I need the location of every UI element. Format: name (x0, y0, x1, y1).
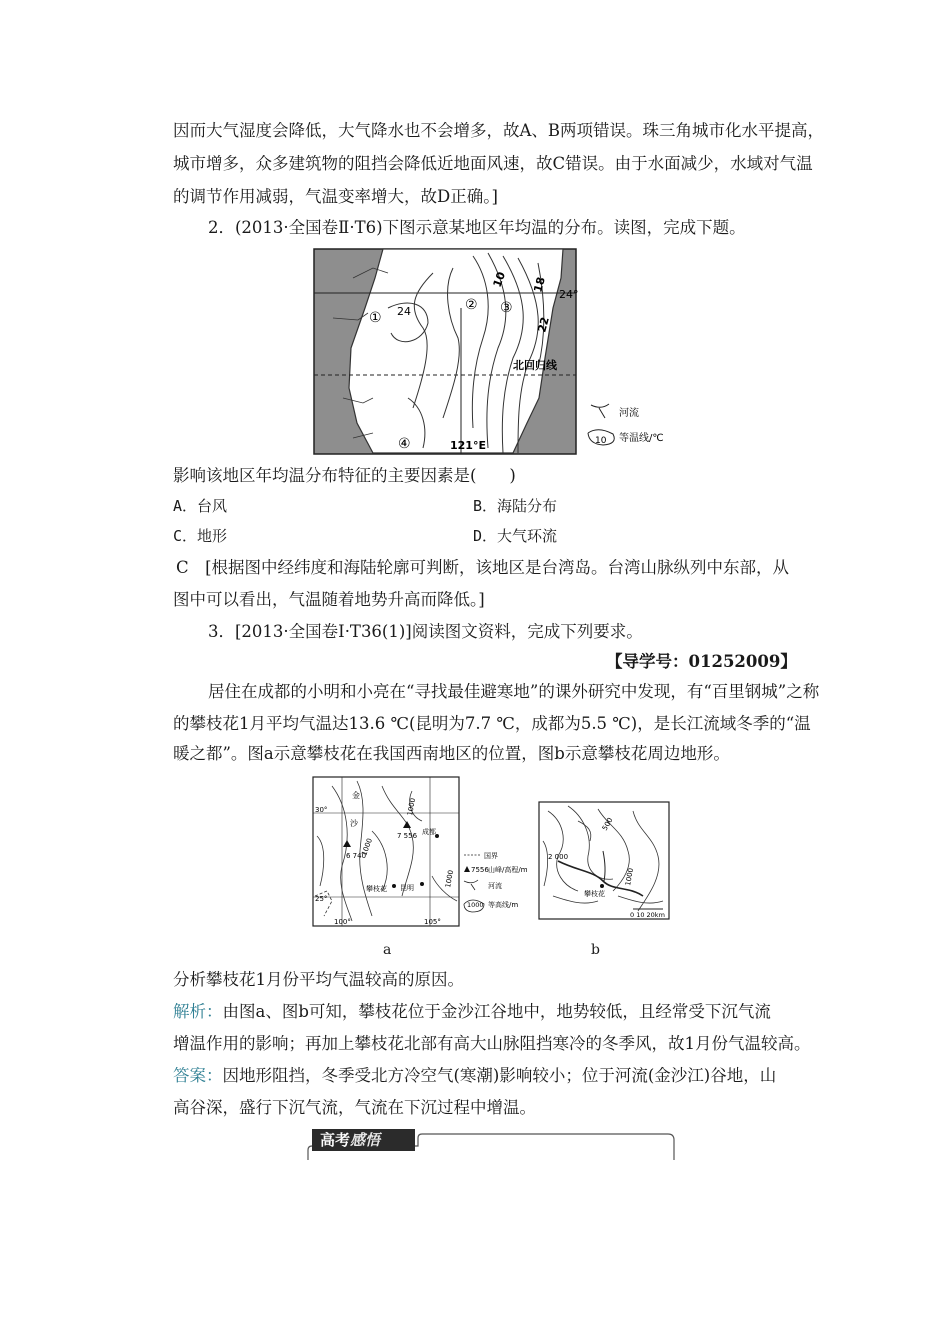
label: 1000 (624, 867, 636, 887)
section-title-part1: 高考 (320, 1131, 351, 1149)
legend-contour-value: 1000 (467, 901, 484, 909)
isotherm-label: 24 (397, 305, 411, 318)
question-2-stem: 2．(2013·全国卷Ⅱ·T6)下图示意某地区年均温的分布。读图，完成下题。 (208, 218, 746, 237)
label: 100° (334, 918, 351, 926)
label: 0 10 20km (630, 911, 665, 919)
question-3-text: 分析攀枝花1月份平均气温较高的原因。 (173, 970, 464, 989)
analysis-label: 解析： (173, 1002, 223, 1021)
option-d: D．大气环流 (473, 527, 558, 545)
location-marker-3: ③ (500, 300, 513, 316)
legend-isotherm-value: 10 (595, 436, 607, 446)
longitude-label: 121°E (450, 439, 486, 452)
label: 1000 (360, 837, 374, 857)
label: 1000 (444, 869, 456, 889)
analysis-line: 增温作用的影响；再加上攀枝花北部有高大山脉阻挡寒冷的冬季风，故1月份气温较高。 (173, 1034, 811, 1053)
label: 500 (600, 816, 615, 832)
label: 7 556 (397, 832, 418, 840)
map-b-panzhihua-terrain (538, 801, 670, 921)
paragraph-line: 因而大气湿度会降低，大气降水也不会增多，故A、B两项错误。珠三角城市化水平提高， (173, 121, 825, 140)
question-2-answer: C [根据图中经纬度和海陆轮廓可判断，该地区是台湾岛。台湾山脉纵列中东部，从 (176, 558, 790, 577)
river-legend-icon (464, 880, 478, 890)
material-line: 暖之都”。图a示意攀枝花在我国西南地区的位置，图b示意攀枝花周边地形。 (173, 744, 730, 763)
answer-text: 因地形阻挡，冬季受北方冷空气(寒潮)影响较小；位于河流(金沙江)谷地，山 (222, 1066, 777, 1085)
answer-label: 答案： (173, 1066, 223, 1085)
legend-contour: 等高线/m (488, 901, 519, 909)
label: 30° (315, 806, 328, 814)
question-3-stem: 3．[2013·全国卷Ⅰ·T36(1)]阅读图文资料，完成下列要求。 (208, 622, 643, 641)
legend-peak-value: 7556 (471, 866, 489, 874)
section-title-part2: 感悟 (350, 1131, 381, 1149)
map-b-caption: b (591, 942, 600, 958)
river-legend-icon (591, 404, 609, 418)
material-line: 居住在成都的小明和小亮在“寻找最佳避寒地”的课外研究中发现，有“百里钢城”之称 (208, 682, 820, 701)
question-2-answer: 图中可以看出，气温随着地势升高而降低。] (173, 590, 485, 609)
label: 2 000 (548, 853, 569, 861)
label: 105° (424, 918, 441, 926)
analysis-text: 由图a、图b可知，攀枝花位于金沙江谷地中，地势较低，且经常受下沉气流 (222, 1002, 771, 1021)
legend-isotherm: 等温线/℃ (619, 433, 664, 444)
label: 25° (315, 895, 328, 903)
label: 攀枝花 (366, 885, 387, 893)
peak-legend-icon (464, 866, 470, 872)
location-marker-1: ① (369, 310, 382, 326)
map-a-legend (464, 851, 528, 912)
isotherm-label: 22 (535, 315, 552, 334)
paragraph-line: 城市增多，众多建筑物的阻挡会降低近地面风速，故C错误。由于水面减少，水域对气温 (173, 154, 813, 173)
label: 金 (352, 791, 360, 800)
legend-border: 国界 (484, 852, 498, 860)
legend-river: 河流 (619, 408, 639, 419)
map-legend (588, 404, 664, 446)
location-marker-2: ② (465, 297, 478, 313)
city-dot (600, 884, 604, 888)
paragraph-line: 的调节作用减弱，气温变率增大，故D正确。] (173, 187, 498, 206)
legend-river: 河流 (488, 882, 502, 890)
analysis-line (173, 1000, 771, 1024)
tropic-label: 北回归线 (513, 359, 557, 372)
option-c: C．地形 (173, 527, 228, 545)
label: 沙 (350, 819, 358, 828)
isotherm-label: 18 (531, 275, 548, 294)
question-2-text: 影响该地区年均温分布特征的主要因素是( ) (173, 466, 516, 485)
answer-line: 高谷深，盛行下沉气流，气流在下沉过程中增温。 (173, 1098, 536, 1117)
label: 攀枝花 (584, 890, 605, 898)
map-a-southwest-china (312, 776, 540, 928)
legend-peak: 山峰/高程/m (488, 866, 528, 874)
material-line: 的攀枝花1月平均气温达13.6 ℃(昆明为7.7 ℃，成都为5.5 ℃)，是长江流域冬季的“温 (173, 714, 811, 733)
option-a: A．台风 (173, 497, 228, 515)
guide-number: 【导学号：01252009】 (606, 652, 797, 671)
map-a-caption: a (383, 942, 392, 958)
option-b: B．海陆分布 (473, 497, 558, 515)
label: 1000 (406, 797, 418, 817)
label: 6 740 (346, 852, 367, 860)
location-marker-4: ④ (398, 436, 411, 452)
latitude-label: 24° (559, 288, 579, 301)
label: 昆明 (400, 884, 414, 892)
section-title (312, 1129, 415, 1151)
city-dot (420, 882, 424, 886)
taiwan-isotherm-map (313, 248, 683, 456)
label: 成都 (422, 828, 436, 836)
answer-line (173, 1064, 776, 1088)
isotherm-label: 10 (490, 270, 509, 290)
city-dot (392, 884, 396, 888)
